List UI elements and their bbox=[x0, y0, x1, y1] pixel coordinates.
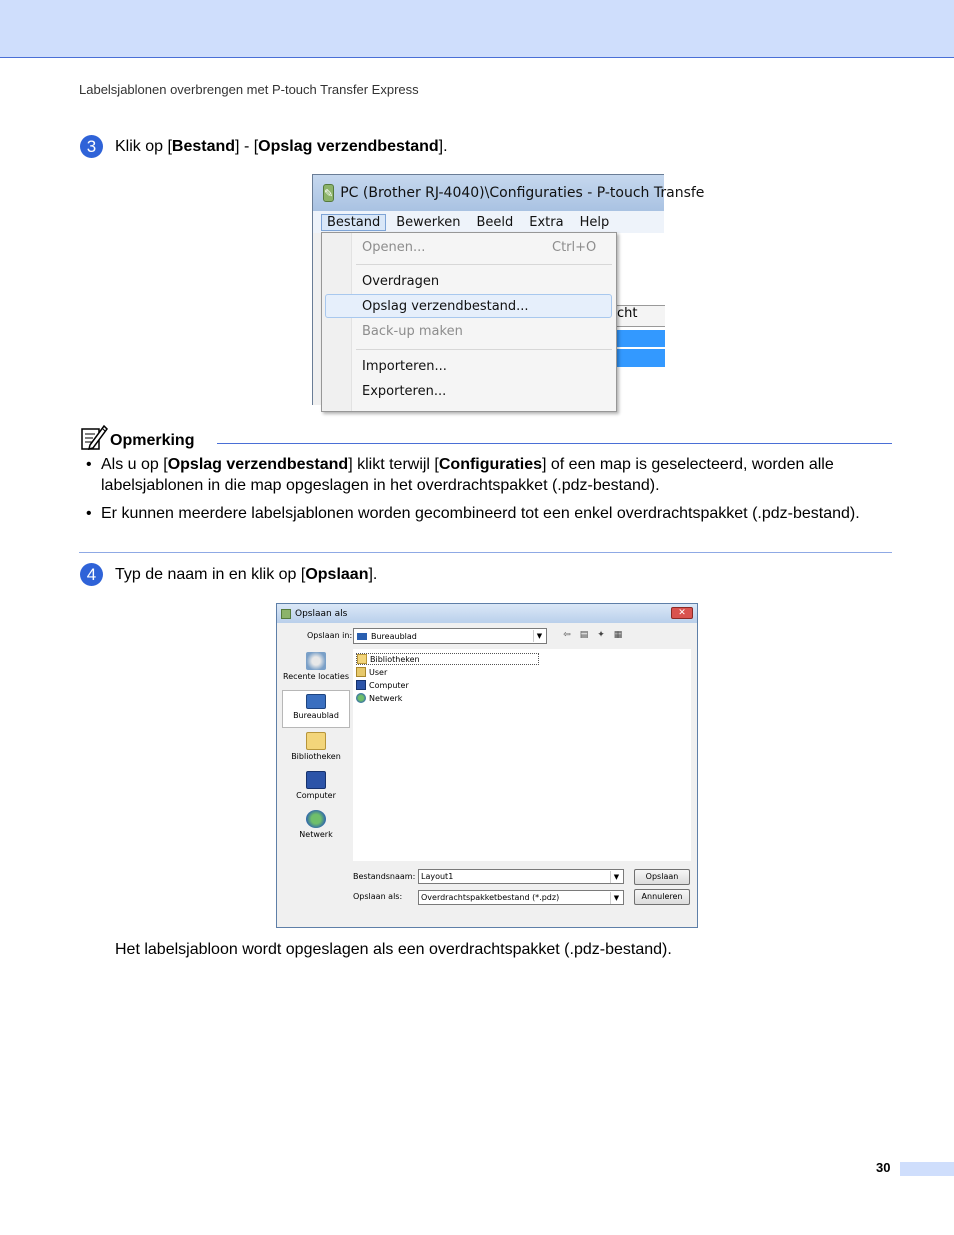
running-head: Labelsjablonen overbrengen met P-touch Transfer Express bbox=[79, 82, 419, 97]
window-title-bar bbox=[313, 175, 705, 211]
menu-item-overdragen[interactable]: Overdragen bbox=[362, 273, 440, 289]
chevron-down-icon[interactable]: ▼ bbox=[533, 630, 545, 642]
dialog-title-bar bbox=[277, 604, 697, 623]
network-icon bbox=[356, 693, 366, 703]
result-text: Het labelsjabloon wordt opgeslagen als een overdrachtspakket (.pdz-bestand). bbox=[115, 941, 672, 958]
filename-label: Bestandsnaam: bbox=[353, 872, 416, 881]
step-4 bbox=[80, 563, 377, 586]
desktop-icon bbox=[306, 694, 326, 709]
places-bar bbox=[282, 650, 350, 850]
menu-help[interactable]: Help bbox=[579, 214, 610, 230]
file-item-user[interactable]: User bbox=[356, 666, 387, 678]
menu-gutter bbox=[322, 233, 352, 411]
step-4-text: Typ de naam in en klik op [Opslaan]. bbox=[115, 565, 378, 583]
filetype-select[interactable]: Overdrachtspakketbestand (*.pdz) ▼ bbox=[418, 890, 624, 905]
step-3 bbox=[80, 135, 448, 158]
libraries-icon bbox=[306, 732, 326, 750]
step-number-3: 3 bbox=[80, 135, 103, 158]
save-button[interactable]: Opslaan bbox=[634, 869, 690, 885]
background-pane bbox=[613, 233, 665, 406]
libraries-icon bbox=[357, 654, 367, 664]
menu-item-openen[interactable]: Openen... Ctrl+O bbox=[362, 239, 597, 255]
chevron-down-icon[interactable]: ▼ bbox=[610, 892, 622, 904]
menubar bbox=[313, 211, 664, 233]
note-header bbox=[80, 423, 194, 451]
back-arrow-icon[interactable]: ⇦ bbox=[563, 630, 571, 640]
filetype-label: Opslaan als: bbox=[353, 892, 403, 901]
file-item-libraries[interactable]: Bibliotheken bbox=[356, 653, 539, 665]
dialog-title: Opslaan als bbox=[295, 608, 348, 619]
menu-item-back-up-maken[interactable]: Back-up maken bbox=[362, 323, 463, 339]
menu-item-opslag-verzendbestand[interactable]: Opslag verzendbestand... bbox=[362, 298, 529, 314]
file-item-computer[interactable]: Computer bbox=[356, 679, 409, 691]
note-title: Opmerking bbox=[110, 432, 195, 449]
step-3-text: Klik op [Bestand] - [Opslag verzendbestand]. bbox=[115, 137, 448, 155]
look-in-label: Opslaan in: bbox=[307, 631, 353, 640]
background-column-header: cht bbox=[613, 305, 665, 327]
file-item-network[interactable]: Netwerk bbox=[356, 692, 402, 704]
chevron-down-icon[interactable]: ▼ bbox=[610, 871, 622, 883]
page-number: 30 bbox=[876, 1160, 891, 1175]
up-folder-icon[interactable]: ▤ bbox=[579, 630, 589, 640]
file-list bbox=[353, 649, 691, 861]
desktop-icon bbox=[357, 633, 367, 640]
dialog-toolbar bbox=[561, 630, 629, 641]
close-button[interactable]: ✕ bbox=[671, 607, 693, 619]
note-bullet-1-text: Als u op [Opslag verzendbestand] klikt terwijl [Configuraties] of een map is geselecteerd, worden alle labelsjablonen in die map opgeslagen in het overdrachtspakket (.pdz-bestand). bbox=[101, 456, 834, 494]
place-network[interactable]: Netwerk bbox=[282, 810, 350, 839]
note-rule-bottom bbox=[79, 552, 892, 553]
app-icon: ✎ bbox=[323, 184, 334, 202]
menu-beeld[interactable]: Beeld bbox=[476, 214, 514, 230]
dialog-app-icon bbox=[281, 609, 291, 619]
menu-screenshot bbox=[312, 174, 705, 405]
header-band bbox=[0, 0, 954, 58]
page-tab bbox=[900, 1162, 954, 1176]
note-bullet-1: • Als u op [Opslag verzendbestand] klikt terwijl [Configuraties] of een map is geselecteerd, worden alle labelsjablonen in die map opgeslagen in het overdrachtspakket (.pdz-bestand). bbox=[86, 454, 896, 496]
look-in-select[interactable]: Bureaublad ▼ bbox=[353, 628, 547, 644]
cancel-button[interactable]: Annuleren bbox=[634, 889, 690, 905]
new-folder-icon[interactable]: ✦ bbox=[597, 630, 605, 640]
background-selection bbox=[613, 330, 665, 347]
place-libraries[interactable]: Bibliotheken bbox=[282, 732, 350, 761]
place-desktop[interactable]: Bureaublad bbox=[282, 690, 350, 728]
user-folder-icon bbox=[356, 667, 366, 677]
note-rule bbox=[217, 443, 892, 444]
shortcut-ctrl-o: Ctrl+O bbox=[552, 239, 597, 255]
menu-extra[interactable]: Extra bbox=[529, 214, 564, 230]
note-bullet-2: • Er kunnen meerdere labelsjablonen worden gecombineerd tot een enkel overdrachtspakket (.pdz-bestand). bbox=[86, 503, 896, 524]
step-number-4: 4 bbox=[80, 563, 103, 586]
filename-input[interactable]: Layout1 ▼ bbox=[418, 869, 624, 884]
recent-locations-icon bbox=[306, 652, 326, 670]
menu-bestand[interactable]: Bestand bbox=[321, 214, 386, 231]
note-pencil-icon bbox=[80, 423, 108, 451]
menu-separator bbox=[356, 264, 612, 265]
note-bullet-2-text: Er kunnen meerdere labelsjablonen worden gecombineerd tot een enkel overdrachtspakket (.pdz-bestand). bbox=[101, 505, 860, 522]
background-selection bbox=[613, 349, 665, 367]
place-computer[interactable]: Computer bbox=[282, 771, 350, 800]
menu-bewerken[interactable]: Bewerken bbox=[396, 214, 461, 230]
menu-separator bbox=[356, 349, 612, 350]
place-recent[interactable]: Recente locaties bbox=[282, 652, 350, 681]
view-menu-icon[interactable]: ▦ bbox=[613, 630, 623, 640]
computer-icon bbox=[356, 680, 366, 690]
save-dialog-screenshot bbox=[276, 603, 698, 928]
network-icon bbox=[306, 810, 326, 828]
window-title: PC (Brother RJ-4040)\Configuraties - P-touch Transfe bbox=[340, 185, 705, 201]
computer-icon bbox=[306, 771, 326, 789]
menu-item-importeren[interactable]: Importeren... bbox=[362, 358, 447, 374]
file-menu-dropdown bbox=[321, 232, 617, 412]
menu-item-exporteren[interactable]: Exporteren... bbox=[362, 383, 447, 399]
